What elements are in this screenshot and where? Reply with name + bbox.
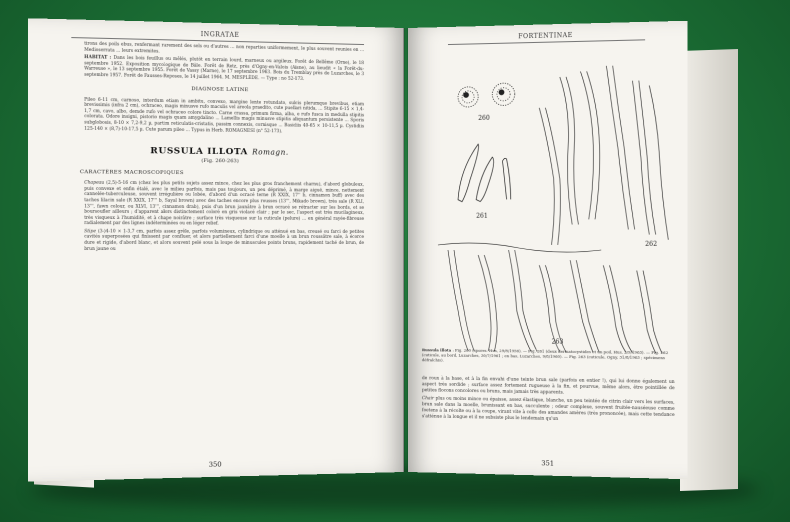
fig-label-262: 262 [645, 240, 658, 248]
left-running-head: INGRATAE [71, 28, 364, 45]
diagnose-title: DIAGNOSE LATINE [191, 85, 249, 93]
chapeau-text: (2,5)-5-16 cm (chez les plus petits sujets assez mince, chez les plus gros franchement charnu), d'abord globuleux, puis convexe et enfin étalé, avec le milieu parfois, mais pas toujours, un peu déprimé, à marge aiguë, mince, nettement cannelée-tuberculeuse, souvent irrégulière ou lobée, d'abord d'un ocracé terne (R XXIX, 17'' b, cinnamon buff) avec des taches lilacin sale (R XXIX, 17''' b, Sayal brown) avec des taches encore plus rousses (13''', Mikado brown), très sale (R XLI, 13''', fawn colour, ou XLVI, 13''', cinnamon drab), puis d'un brun jaunâtre à brun ocracé se rétracter sur les bords, et se boursoufler ailleurs ; d'apparent alors distinctement coloré en gris violacé clair ; par le sec, l'aspect est très mucilagineux, très visqueux à l'humidité, et à chape noirâtre ; surface très visqueuse sur la cuticule (pelure) ... en général rayée-fibreuse radialement par des lignes indéterminées ou en léger relief. [84, 179, 365, 226]
chapeau-paragraph [84, 180, 364, 227]
chair-text: plus ou moins mince ou épaisse, assez élastique, blanche, un peu teintée de citrin clair vers les surfaces, brun sale dans la moelle, brunissant en bas, succulente ; odeur complexe, souvent fruitée-nauséeuse comme foetens à la récolte ou à la coupe, virant vite à celle des amandes amères (très prononcée), mais cette tendance s'atténue à la longue et il ne subsiste plus le lendemain qu'un [421, 396, 675, 422]
diagnose-text: Pileo 6-11 cm, carnoso, interdum etiam in ambitu, convexo, margine lente rotundato, sulcis plerumque brevibus, etiam brevissimis (infra 2 cm), ochraceo, magis minusve rufo maculis vel areola praedito, cute puellari nitida, ... Stipite 6-15 × 1,4-1,7 cm, cavo, albo, demde rufo vel ochraceo colore tincto. Carne crassa, primum firma, alba, e rufo fusca in medulla stipitis colorata. Odore insigni, pistorio magis quam amygdalino ... Lamellis magis minusve stipitis aliquantum persistente ... Sporis subglobosis, 8-10 × 7,2-9,2 µ, partim reticulatis-cristatis, passim connexis, cornisque ... Basidiis 40-65 × 10-11,5 µ. Cystidiis 125-140 × (8,7)-10-17,5 µ. Cute parum pileo ... Typus in Herb. ROMAGNESI (n° 52-173). [84, 96, 365, 133]
right-paragraph-1: de roux à la base, et à la fin envahi d'une teinte brun sale (parfois en entier !), qui lui donne également un aspect très sordide ; surface assez fortement rugueuse à la fin, et pourvue, même alors, être pointillée de petites flocons concolores ou bruns, mais jamais très apparents. [421, 376, 675, 396]
stipe-label: Stipe [84, 228, 97, 234]
caption-title: Russula illota [421, 347, 452, 353]
right-paragraph-2 [422, 397, 675, 425]
fig-261-cystidia [458, 144, 511, 202]
chapeau-label: Chapeau [84, 179, 105, 185]
stipe-paragraph [84, 228, 364, 251]
fig-label-263: 263 [551, 338, 564, 346]
section-title: CARACTÈRES MACROSCOPIQUES [79, 169, 184, 177]
intro-paragraph: tirons des poils ebus, renfermant rarement des sels ou d'autres ... non reparties uniformement, le plus souvent reunies en ... Medioserrata ... leurs extremites. [84, 40, 365, 54]
habitat-label: HABITAT : [84, 54, 112, 60]
right-page-stack [680, 49, 738, 491]
fig-label-260: 260 [478, 114, 490, 122]
left-page-number: 350 [208, 460, 222, 469]
left-text-block [28, 37, 404, 84]
macro-text-block [28, 177, 404, 251]
fig-label-261: 261 [476, 212, 488, 220]
chair-label: Chair [421, 396, 434, 402]
species-name: RUSSULA ILLOTA [150, 146, 249, 158]
microscopy-illustration [418, 44, 677, 360]
habitat-text: Dans les bois feuillus ou mêlés, plutôt en terrain lourd, marneux ou argileux. Forêt de Bellême (Orne), le 18 septembre 1952. Exposition mycologique de Bâle. Forêt de Retz, près d'Ogny-en-Valois (Aisne), au lieudit « la Forêt-du-Warreuse », le 13 septembre 1955. Forêt de Vassy (Marne), le 17 septembre 1963. Bois du Tremblay près de Luzarches, le 3 septembre 1957. Forêt de Fausses-Reposes, le 14 juillet 1964. M. MESPLÈDE. — Type : no 52-173. [84, 54, 365, 82]
stipe-text: (3-)4-10 × 1-3,7 cm, parfois assez grêle, parfois volumineux, cylindrique ou atténué en bas, creusé ou farci de petites cavités superposées qui finissent par confluer, et alors partiellement farci d'une moelle à un brun roussâtre sale, à écorce dure et rigide, d'abord blanc, et alors souvent pelé sous la loupe de minuscules points bruns, rapidement taché de brun, de brun jaune ou [84, 228, 365, 251]
diagnose-block [28, 93, 404, 135]
caption-text: : Fig. 260 (spores. Hus, 29/8/1956). — Fig. 261 (deux dermatocystides et un poil, Hus, 2/9/1963). — Fig. 262 (cuticule, au bord, Luzarches, 30/7/1961 ; en bas, Luzarches, 9/8/1960). — Fig. 263 (cuticule, Ogny, 31/8/1963 ; spécimens défraîchis). [421, 347, 669, 363]
right-page-number: 351 [541, 459, 555, 468]
fig-262-cuticle [539, 65, 668, 245]
figure-reference: (Fig. 260-263) [201, 157, 239, 165]
right-running-head: FORTENTINAE [448, 30, 645, 45]
fig-263-cuticle [438, 240, 662, 353]
fig-260-spores [458, 83, 515, 107]
habitat-paragraph [84, 54, 364, 83]
left-page [28, 18, 404, 481]
right-page [408, 21, 687, 479]
figure-caption [422, 348, 679, 366]
species-author: Romagn. [252, 148, 289, 157]
right-text-block [422, 376, 675, 428]
